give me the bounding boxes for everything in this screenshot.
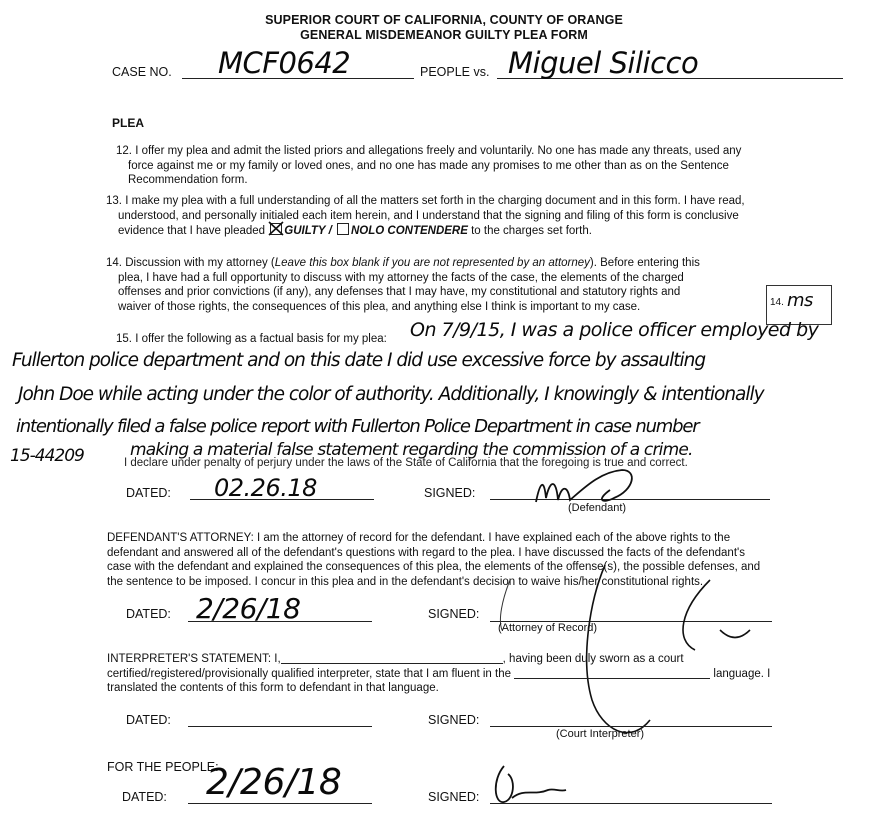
people-date-line[interactable] — [188, 803, 372, 804]
interpreter-line1-post: , having been duly sworn as a court — [502, 653, 684, 665]
people-vs-label: PEOPLE vs. — [420, 65, 490, 79]
attorney-caption: (Attorney of Record) — [498, 622, 598, 634]
attorney-dated-value: 2/26/18 — [196, 592, 301, 625]
nolo-option-label: NOLO CONTENDERE — [350, 225, 468, 237]
interpreter-language-line[interactable] — [514, 678, 710, 679]
plea-heading: PLEA — [112, 116, 145, 130]
attorney-line-4: the sentence to be imposed. I concur in this plea and in the defendant's decision to waive his/her constitutional rights. — [107, 575, 704, 588]
item-13-line3-post: to the charges set forth. — [471, 225, 592, 237]
people-label: FOR THE PEOPLE: — [107, 760, 219, 774]
perjury-declaration: I declare under penalty of perjury under the laws of the State of California that the foregoing is true and correct. — [124, 457, 688, 469]
nolo-contendere-checkbox[interactable] — [337, 223, 349, 235]
attorney-line-3: case with the defendant and explained the consequences of this plea, the elements of the offense(s), the possible defenses, and — [107, 561, 761, 573]
item-14-initials: ms — [787, 290, 813, 311]
item-12 — [116, 144, 846, 188]
defendant-caption: (Defendant) — [568, 502, 627, 514]
factual-basis-line-1: On 7/9/15, I was a police officer employed by — [410, 319, 819, 341]
item-14-line1-italic: Leave this box blank if you are not represented by an attorney — [274, 257, 590, 269]
guilty-option-label: GUILTY / — [284, 225, 332, 237]
item-12-line2: force against me or my family or loved ones, and no one has made any promises to me other than as on the Sentence — [128, 159, 729, 172]
item-15-num: 15. — [116, 333, 132, 345]
item-12-line1: I offer my plea and admit the listed priors and allegations freely and voluntarily. No one has made any threats, used any — [135, 145, 742, 157]
case-no-value: MCF0642 — [218, 46, 351, 80]
item-14-line4: waiver of those rights, the consequences of this plea, and anything else I think is important to my case. — [118, 300, 641, 313]
defendant-name-value: Miguel Silicco — [508, 46, 699, 80]
interpreter-line1-pre: INTERPRETER'S STATEMENT: I, — [107, 653, 281, 665]
interpreter-statement — [107, 652, 827, 696]
item-13-line3-pre: evidence that I have pleaded — [118, 225, 266, 237]
item-12-line3: Recommendation form. — [128, 174, 248, 186]
item-14-box-label: 14. — [770, 297, 784, 308]
guilty-checkbox[interactable] — [270, 223, 282, 235]
item-15-text: I offer the following as a factual basis for my plea: — [135, 333, 387, 345]
factual-basis-line-2: Fullerton police department and on this date I did use excessive force by assaulting — [12, 350, 706, 371]
people-dated-label: DATED: — [122, 790, 167, 804]
defendant-dated-value: 02.26.18 — [214, 474, 317, 502]
form-title: GENERAL MISDEMEANOR GUILTY PLEA FORM — [300, 28, 588, 42]
item-14-line1-pre: Discussion with my attorney ( — [125, 257, 275, 269]
factual-basis-line-5: making a material false statement regarding the commission of a crime. — [130, 440, 693, 460]
attorney-line-2: defendant and answered all of the defendant's questions with regard to the plea. I have discussed the facts of the defendant's — [107, 546, 745, 559]
item-12-num: 12. — [116, 145, 132, 157]
people-signature — [490, 760, 590, 820]
item-14 — [106, 256, 766, 314]
item-14-line2: plea, I have had a full opportunity to discuss with my attorney the facts of the case, the elements of the charged — [118, 271, 684, 284]
item-13 — [106, 194, 846, 239]
interpreter-line2-pre: certified/registered/provisionally qualified interpreter, state that I am fluent in the — [107, 667, 511, 680]
item-14-num: 14. — [106, 257, 122, 269]
factual-basis-line-3: John Doe while acting under the color of authority. Additionally, I knowingly & intentionally — [18, 384, 764, 405]
interpreter-caption: (Court Interpreter) — [556, 728, 645, 740]
people-dated-value: 2/26/18 — [206, 762, 342, 803]
item-13-line1: I make my plea with a full understanding of all the matters set forth in the charging document and in this form. I have read, — [125, 195, 745, 207]
defendant-dated-label: DATED: — [126, 486, 171, 500]
attorney-line-1: DEFENDANT'S ATTORNEY: I am the attorney of record for the defendant. I have explained each of the above rights to the — [107, 532, 731, 544]
attorney-signature — [480, 540, 780, 760]
interpreter-signature-line[interactable] — [490, 726, 772, 727]
check-mark-icon — [269, 222, 281, 234]
item-14-line1-post: ). Before entering this — [589, 257, 700, 269]
interpreter-line2-post: language. I — [713, 667, 771, 680]
attorney-dated-label: DATED: — [126, 607, 171, 621]
item-15 — [116, 332, 387, 347]
factual-basis-line-4: intentionally filed a false police report with Fullerton Police Department in case number — [16, 416, 699, 437]
interpreter-date-line[interactable] — [188, 726, 372, 727]
defendant-signed-label: SIGNED: — [424, 486, 476, 500]
interpreter-name-line[interactable] — [281, 663, 503, 664]
attorney-signed-label: SIGNED: — [428, 607, 480, 621]
interpreter-line-3: translated the contents of this form to defendant in that language. — [107, 682, 439, 694]
item-13-line2: understood, and personally initialed each item herein, and I understand that the signing and filing of this form is conclusive — [118, 209, 739, 222]
form-court-title: SUPERIOR COURT OF CALIFORNIA, COUNTY OF ORANGE — [265, 13, 623, 27]
interpreter-signed-label: SIGNED: — [428, 713, 480, 727]
item-14-line3: offenses and prior convictions (if any), any defenses that I may have, my constitutional and statutory rights and — [118, 286, 681, 298]
item-13-num: 13. — [106, 195, 122, 207]
factual-basis-case-number: 15-44209 — [10, 446, 84, 466]
case-no-label: CASE NO. — [112, 65, 172, 79]
interpreter-dated-label: DATED: — [126, 713, 171, 727]
people-signed-label: SIGNED: — [428, 790, 480, 804]
